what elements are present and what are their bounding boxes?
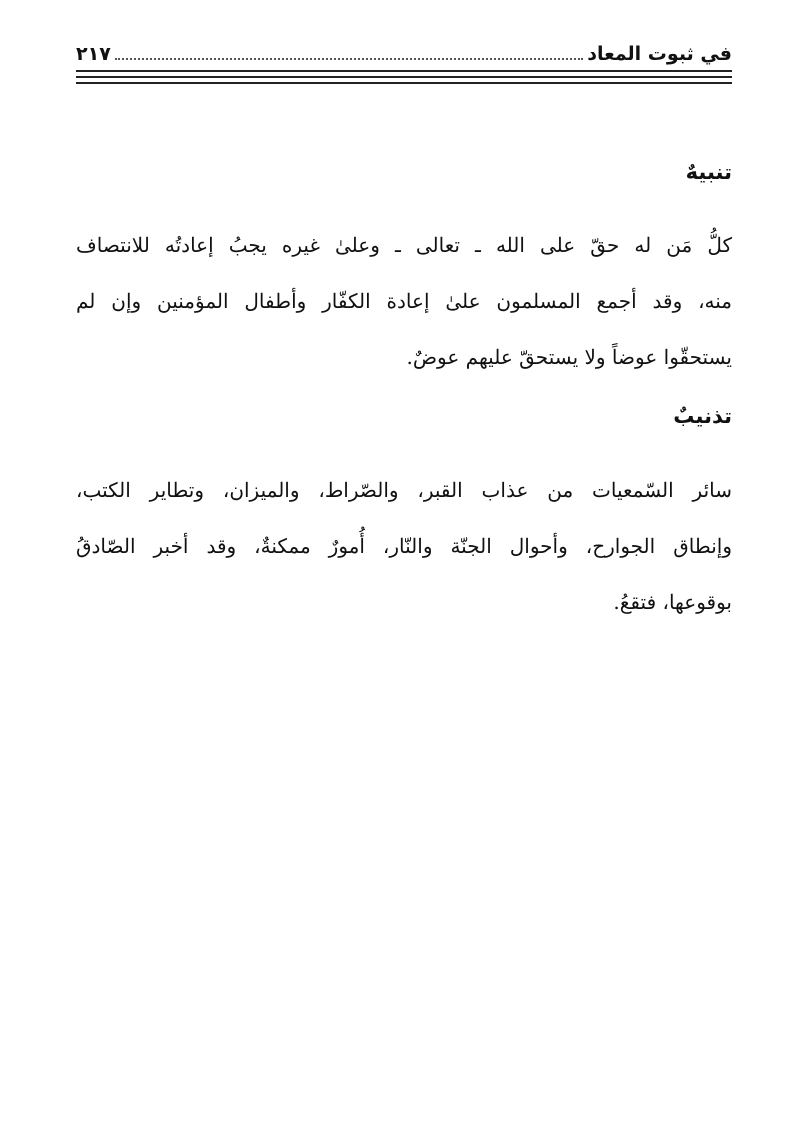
paragraph-line: يستحقّوا عوضاً ولا يستحقّ عليهم عوضٌ. xyxy=(406,345,732,369)
dotted-leader xyxy=(115,58,583,60)
running-header xyxy=(76,36,732,66)
page-number: ٢١٧ xyxy=(76,43,111,65)
paragraph-line: كلُّ مَن له حقّ على الله ـ تعالى ـ وعلىٰ غيره يجبُ إعادتُه للانتصاف xyxy=(76,233,732,257)
section-heading-note: تنبيهٌ xyxy=(685,160,732,184)
section-paragraph-note xyxy=(76,217,732,385)
paragraph-line: سائر السّمعيات من عذاب القبر، والصّراط، والميزان، وتطاير الكتب، xyxy=(76,478,732,502)
running-header-title: في ثبوت المعاد xyxy=(587,43,732,65)
header-rule-middle xyxy=(76,76,732,78)
header-rule-bottom xyxy=(76,82,732,84)
section-paragraph-appendix xyxy=(76,462,732,630)
section-heading-appendix: تذنيبٌ xyxy=(673,404,732,428)
paragraph-line: بوقوعها، فتقعُ. xyxy=(613,590,732,614)
paragraph-line: وإنطاق الجوارح، وأحوال الجنّة والنّار، أُمورٌ ممكنةٌ، وقد أخبر الصّادقُ xyxy=(76,534,732,558)
paragraph-line: منه، وقد أجمع المسلمون علىٰ إعادة الكفّار وأطفال المؤمنين وإن لم xyxy=(76,289,732,313)
header-rule-top xyxy=(76,70,732,72)
